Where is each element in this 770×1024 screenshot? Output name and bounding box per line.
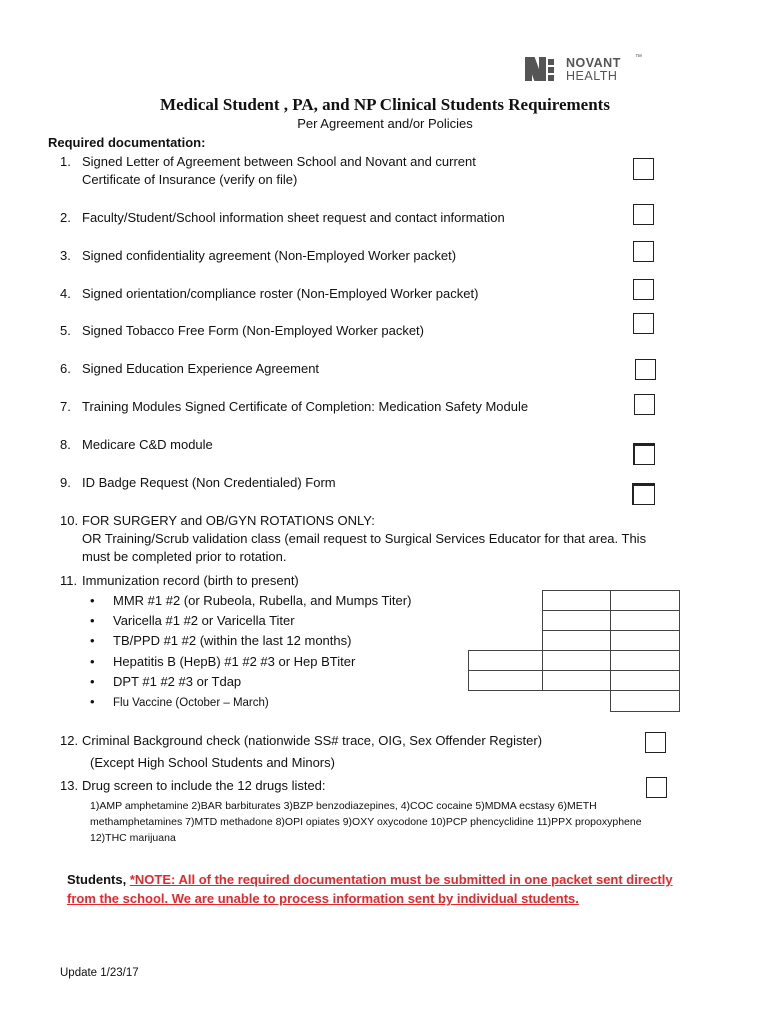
immunization-item-flu (90, 693, 269, 711)
item-number: 13. (60, 778, 79, 793)
checkbox-item-1[interactable] (633, 158, 654, 180)
checkbox-item-8[interactable] (633, 443, 655, 465)
item-text: Signed Education Experience Agreement (82, 361, 320, 376)
checkbox-item-4[interactable] (633, 279, 654, 300)
immunization-text: TB/PPD #1 #2 (within the last 12 months) (113, 633, 352, 648)
list-item-5 (60, 322, 424, 340)
page-title: Medical Student , PA, and NP Clinical Students Requirements (160, 95, 610, 114)
item-text: must be completed prior to rotation. (82, 549, 287, 564)
list-item-6 (60, 360, 320, 378)
item-text: Signed orientation/compliance roster (Non-Employed Worker packet) (82, 286, 479, 301)
item-text: Faculty/Student/School information sheet request and contact information (82, 210, 505, 225)
grid-cell-tb-1[interactable] (542, 630, 611, 651)
item-number: 5. (60, 323, 71, 338)
list-item-4 (60, 285, 479, 303)
grid-cell-varicella-1[interactable] (542, 610, 611, 631)
grid-cell-dpt-1[interactable] (468, 670, 543, 691)
grid-cell-varicella-2[interactable] (610, 610, 680, 631)
drug-list-line-1: 1)AMP amphetamine 2)BAR barbiturates 3)BZP benzodiazepines, 4)COC cocaine 5)MDMA ecstasy 6)METH (90, 800, 597, 812)
note-line-2: from the school. We are unable to process information sent by individual students. (67, 891, 579, 906)
grid-cell-mmr-1[interactable] (542, 590, 611, 611)
item-text: OR Training/Scrub validation class (email request to Surgical Services Educator for that area. This (82, 531, 647, 546)
checkbox-item-2[interactable] (633, 204, 654, 225)
grid-cell-hepb-1[interactable] (468, 650, 543, 671)
note-line-1: *NOTE: All of the required documentation must be submitted in one packet sent directly (129, 872, 673, 887)
item-number: 11. (60, 573, 78, 588)
novant-health-logo (525, 54, 645, 85)
logo-mark-icon (525, 57, 551, 81)
grid-cell-hepb-3[interactable] (610, 650, 680, 671)
checkbox-item-5[interactable] (633, 313, 654, 334)
submission-note (67, 870, 673, 908)
bullet-icon: • (90, 694, 95, 709)
item-text: Training Modules Signed Certificate of Completion: Medication Safety Module (82, 399, 529, 414)
drug-list-line-3: 12)THC marijuana (90, 832, 176, 844)
immunization-text: Hepatitis B (HepB) #1 #2 #3 or Hep BTiter (113, 654, 356, 669)
immunization-text: DPT #1 #2 #3 or Tdap (113, 674, 242, 689)
bullet-icon: • (90, 593, 95, 608)
bullet-icon: • (90, 633, 95, 648)
grid-cell-flu-1[interactable] (610, 690, 680, 712)
logo-line1: NOVANT (566, 56, 621, 70)
checkbox-item-3[interactable] (633, 241, 654, 262)
list-item-7 (60, 398, 529, 416)
immunization-item-dpt (90, 673, 242, 691)
item-number: 3. (60, 248, 71, 263)
item-text: Immunization record (birth to present) (82, 573, 299, 588)
list-item-11 (60, 572, 299, 590)
item-number: 10. (60, 513, 79, 528)
required-documentation-heading: Required documentation: (48, 135, 206, 150)
update-date-footer: Update 1/23/17 (60, 967, 139, 979)
item-text: Signed Tobacco Free Form (Non-Employed Worker packet) (82, 323, 424, 338)
immunization-text: Flu Vaccine (October – March) (113, 697, 269, 709)
immunization-item-mmr (90, 592, 412, 610)
bullet-icon: • (90, 674, 95, 689)
drug-list-line-2: methamphetamines 7)MTD methadone 8)OPI opiates 9)OXY oxycodone 10)PCP phencyclidine 11)PPX propoxyphene (90, 816, 642, 828)
note-prefix: Students, (67, 872, 130, 887)
logo-line2: HEALTH (566, 69, 618, 83)
checkbox-item-9[interactable] (632, 483, 655, 505)
item-text: (Except High School Students and Minors) (90, 755, 335, 770)
grid-cell-hepb-2[interactable] (542, 650, 611, 671)
item-text: Criminal Background check (nationwide SS# trace, OIG, Sex Offender Register) (82, 733, 543, 748)
list-item-12 (60, 732, 543, 770)
item-text: Drug screen to include the 12 drugs listed: (82, 778, 326, 793)
checkbox-item-7[interactable] (634, 394, 655, 415)
grid-cell-tb-2[interactable] (610, 630, 680, 651)
list-item-2 (60, 209, 505, 227)
checkbox-item-12[interactable] (645, 732, 666, 753)
logo-tm: ™ (635, 54, 642, 61)
item-number: 12. (60, 733, 79, 748)
checkbox-item-6[interactable] (635, 359, 656, 380)
immunization-item-hepb (90, 653, 356, 671)
list-item-3 (60, 247, 457, 265)
item-number: 8. (60, 437, 71, 452)
immunization-item-tb (90, 632, 352, 650)
item-number: 1. (60, 154, 71, 169)
page-subtitle: Per Agreement and/or Policies (297, 116, 473, 131)
list-item-8 (60, 436, 213, 454)
list-item-1 (60, 153, 476, 187)
grid-cell-dpt-3[interactable] (610, 670, 680, 691)
immunization-text: MMR #1 #2 (or Rubeola, Rubella, and Mumps Titer) (113, 593, 412, 608)
bullet-icon: • (90, 613, 95, 628)
item-text: Medicare C&D module (82, 437, 213, 452)
item-text: ID Badge Request (Non Credentialed) Form (82, 475, 336, 490)
grid-cell-dpt-2[interactable] (542, 670, 611, 691)
list-item-9 (60, 474, 336, 492)
item-text: Signed confidentiality agreement (Non-Employed Worker packet) (82, 248, 457, 263)
item-text: FOR SURGERY and OB/GYN ROTATIONS ONLY: (82, 513, 375, 528)
immunization-item-varicella (90, 612, 295, 630)
item-number: 2. (60, 210, 71, 225)
checkbox-item-13[interactable] (646, 777, 667, 798)
bullet-icon: • (90, 654, 95, 669)
item-number: 4. (60, 286, 71, 301)
list-item-10 (60, 512, 647, 564)
grid-cell-mmr-2[interactable] (610, 590, 680, 611)
item-number: 6. (60, 361, 71, 376)
list-item-13 (60, 777, 326, 795)
immunization-text: Varicella #1 #2 or Varicella Titer (113, 613, 295, 628)
item-number: 9. (60, 475, 71, 490)
item-text: Signed Letter of Agreement between School and Novant and current (82, 154, 476, 169)
item-text: Certificate of Insurance (verify on file) (82, 172, 298, 187)
item-number: 7. (60, 399, 71, 414)
